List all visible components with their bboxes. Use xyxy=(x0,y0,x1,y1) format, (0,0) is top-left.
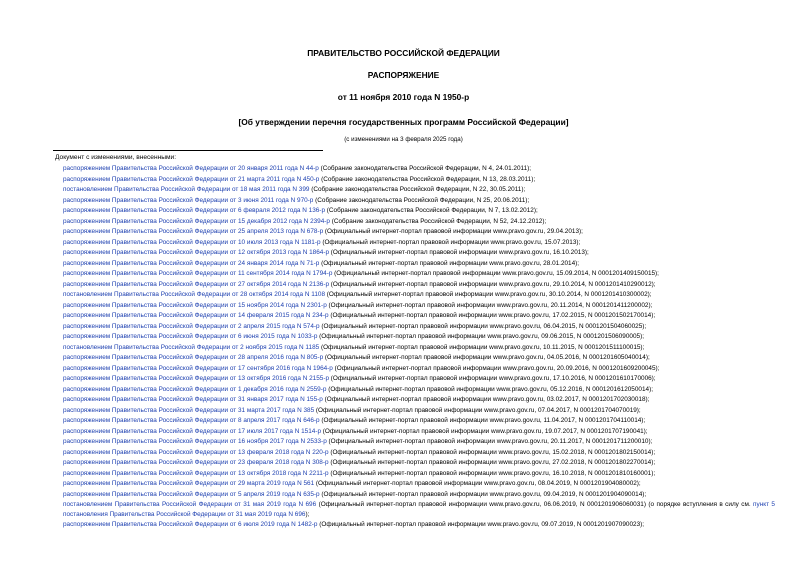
amendment-link[interactable]: распоряжением Правительства Российской Федерации от 28 апреля 2016 года N 805-р xyxy=(63,354,324,361)
amendment-link[interactable]: распоряжением Правительства Российской Федерации от 23 февраля 2018 года N 308-р xyxy=(63,459,329,466)
amendment-link[interactable]: распоряжением Правительства Российской Федерации от 6 июня 2015 года N 1033-р xyxy=(63,333,318,340)
change-item xyxy=(63,185,775,196)
amendment-link[interactable]: распоряжением Правительства Российской Федерации от 6 февраля 2012 года N 136-р xyxy=(63,207,325,214)
amendment-link[interactable]: распоряжением Правительства Российской Федерации от 25 апреля 2013 года N 678-р xyxy=(63,228,324,235)
publication-info: (Собрание законодательства Российской Федерации, N 52, 24.12.2012); xyxy=(329,217,547,225)
publication-info: (Официальный интернет-портал правовой информации www.pravo.gov.ru, 03.02.2017, N 0001201702030018); xyxy=(322,396,650,403)
change-item xyxy=(63,227,775,238)
amendment-link[interactable]: распоряжением Правительства Российской Федерации от 11 сентября 2014 года N 1794-р xyxy=(63,270,333,277)
publication-info: (Официальный интернет-портал правовой информации www.pravo.gov.ru, 15.07.2013); xyxy=(320,238,581,246)
change-item xyxy=(63,196,775,207)
publication-info: (Официальный интернет-портал правовой информации www.pravo.gov.ru, 20.11.2014, N 0001201411200002); xyxy=(326,301,653,309)
amendment-link[interactable]: распоряжением Правительства Российской Федерации от 14 февраля 2015 года N 234-р xyxy=(63,312,329,319)
amendment-link[interactable]: распоряжением Правительства Российской Федерации от 17 июля 2017 года N 1514-р xyxy=(63,427,322,435)
publication-info: (Собрание законодательства Российской Федерации, N 25, 20.06.2011); xyxy=(313,196,530,204)
publication-info: (Официальный интернет-портал правовой информации www.pravo.gov.ru, 28.01.2014); xyxy=(319,259,580,267)
amendment-link[interactable]: распоряжением Правительства Российской Федерации от 21 марта 2011 года N 450-р xyxy=(63,175,320,183)
publication-info: (Официальный интернет-портал правовой информации www.pravo.gov.ru, 27.02.2018, N 0001201802270014); xyxy=(328,459,656,466)
changes-list xyxy=(63,164,775,531)
change-item xyxy=(63,311,775,322)
publication-info: (Собрание законодательства Российской Федерации, N 13, 28.03.2011); xyxy=(319,175,536,183)
amendment-link[interactable]: распоряжением Правительства Российской Федерации от 29 марта 2019 года N 561 xyxy=(63,480,315,487)
change-item xyxy=(63,448,775,459)
amendment-link[interactable]: распоряжением Правительства Российской Федерации от 2 апреля 2015 года N 574-р xyxy=(63,322,320,330)
amendment-link[interactable]: постановлением Правительства Российской Федерации от 2 ноября 2015 года N 1185 xyxy=(63,343,320,351)
publication-info: (Официальный интернет-портал правовой информации www.pravo.gov.ru, 07.04.2017, N 0001201704070019); xyxy=(314,406,641,414)
publication-info: (Официальный интернет-портал правовой информации www.pravo.gov.ru, 09.04.2019, N 0001201904090014); xyxy=(319,490,647,498)
amendment-link[interactable]: распоряжением Правительства Российской Федерации от 24 января 2014 года N 71-р xyxy=(63,259,320,267)
amendment-link[interactable]: постановлением Правительства Российской Федерации от 28 октября 2014 года N 1108 xyxy=(63,291,325,298)
change-item xyxy=(63,353,775,364)
revision-note: (с изменениями на 3 февраля 2025 года) xyxy=(344,136,463,143)
amendment-link[interactable]: распоряжением Правительства Российской Федерации от 3 июня 2011 года N 970-р xyxy=(63,196,314,204)
change-item xyxy=(63,416,775,427)
clause-link[interactable]: пункт 5 постановления Правительства Российской Федерации от 31 мая 2019 года N 696 xyxy=(63,501,775,518)
effective-date-note: вступления в силу см. xyxy=(682,501,754,508)
change-item xyxy=(63,248,775,259)
amendment-link[interactable]: распоряжением Правительства Российской Федерации от 12 октября 2013 года N 1864-р xyxy=(63,249,330,256)
amendment-link[interactable]: распоряжением Правительства Российской Федерации от 15 декабря 2012 года N 2394-р xyxy=(63,217,330,225)
change-item xyxy=(63,520,775,531)
amendment-link[interactable]: распоряжением Правительства Российской Федерации от 8 апреля 2017 года N 646-р xyxy=(63,417,320,424)
change-item xyxy=(63,164,775,175)
publication-info: (Официальный интернет-портал правовой информации www.pravo.gov.ru, 29.10.2014, N 0001201410290012); xyxy=(329,280,656,288)
amendment-link[interactable]: распоряжением Правительства Российской Федерации от 13 февраля 2018 года N 220-р xyxy=(63,448,329,456)
publication-info: (Официальный интернет-портал правовой информации www.pravo.gov.ru, 17.10.2016, N 0001201610170006); xyxy=(329,375,656,382)
publication-info: (Официальный интернет-портал правовой информации www.pravo.gov.ru, 06.04.2015, N 0001201504060025); xyxy=(319,322,647,330)
publication-info: (Официальный интернет-портал правовой информации www.pravo.gov.ru, 06.06.2019, N 0001201906060031) (о порядке xyxy=(316,501,681,508)
change-item xyxy=(63,259,775,270)
change-item xyxy=(63,490,775,501)
change-item xyxy=(63,374,775,385)
change-item xyxy=(63,217,775,228)
change-item xyxy=(63,479,775,490)
publication-info: (Официальный интернет-портал правовой информации www.pravo.gov.ru, 05.12.2016, N 0001201612050014); xyxy=(326,385,653,393)
change-item xyxy=(63,343,775,354)
change-item xyxy=(63,269,775,280)
publication-info: (Официальный интернет-портал правовой информации www.pravo.gov.ru, 15.09.2014, N 0001201409150015); xyxy=(332,270,659,277)
change-item xyxy=(63,469,775,480)
publication-info: (Собрание законодательства Российской Федерации, N 4, 24.01.2011); xyxy=(318,165,532,172)
publication-info: (Собрание законодательства Российской Федерации, N 7, 13.02.2012); xyxy=(325,207,538,214)
amendment-link[interactable]: распоряжением Правительства Российской Федерации от 6 июля 2019 года N 1482-р xyxy=(63,521,318,528)
divider-line xyxy=(53,150,323,151)
amendment-link[interactable]: распоряжением Правительства Российской Федерации от 31 января 2017 года N 155-р xyxy=(63,396,323,403)
publication-info: (Официальный интернет-портал правовой информации www.pravo.gov.ru, 04.05.2016, N 0001201605040014); xyxy=(323,354,650,361)
document-type: РАСПОРЯЖЕНИЕ xyxy=(367,70,440,80)
publication-info: (Официальный интернет-портал правовой информации www.pravo.gov.ru, 17.02.2015, N 0001201502170014); xyxy=(328,312,656,319)
amendment-link[interactable]: распоряжением Правительства Российской Федерации от 17 сентября 2016 года N 1964-р xyxy=(63,364,333,372)
change-item xyxy=(63,385,775,396)
publication-info: (Официальный интернет-портал правовой информации www.pravo.gov.ru, 15.02.2018, N 0001201802150014); xyxy=(328,448,656,456)
change-item xyxy=(63,427,775,438)
amendment-link[interactable]: распоряжением Правительства Российской Федерации от 27 октября 2014 года N 2136-р xyxy=(63,280,330,288)
change-item xyxy=(63,437,775,448)
amendment-link[interactable]: распоряжением Правительства Российской Федерации от 13 октября 2016 года N 2155-р xyxy=(63,375,330,382)
amendment-link[interactable]: распоряжением Правительства Российской Федерации от 5 апреля 2019 года N 635-р xyxy=(63,490,320,498)
document-date-number: от 11 ноября 2010 года N 1950-р xyxy=(337,92,470,102)
change-item xyxy=(63,290,775,301)
amendment-link[interactable]: постановлением Правительства Российской Федерации от 31 мая 2019 года N 696 xyxy=(63,501,317,508)
publication-info: (Официальный интернет-портал правовой информации www.pravo.gov.ru, 30.10.2014, N 0001201410300002); xyxy=(325,291,652,298)
change-item xyxy=(63,301,775,312)
publication-info: (Официальный интернет-портал правовой информации www.pravo.gov.ru, 20.09.2016, N 0001201609200045); xyxy=(332,364,660,372)
publication-info: (Официальный интернет-портал правовой информации www.pravo.gov.ru, 20.11.2017, N 0001201711200010); xyxy=(326,438,653,445)
government-title: ПРАВИТЕЛЬСТВО РОССИЙСКОЙ ФЕДЕРАЦИИ xyxy=(307,48,500,58)
amendment-link[interactable]: распоряжением Правительства Российской Федерации от 13 октября 2018 года N 2211-р xyxy=(63,469,329,477)
amendment-link[interactable]: распоряжением Правительства Российской Федерации от 20 января 2011 года N 44-р xyxy=(63,165,319,172)
publication-info: (Официальный интернет-портал правовой информации www.pravo.gov.ru, 16.10.2018, N 0001201810160001); xyxy=(328,469,656,477)
change-item xyxy=(63,280,775,291)
amendment-link[interactable]: распоряжением Правительства Российской Федерации от 31 марта 2017 года N 385 xyxy=(63,406,315,414)
change-item xyxy=(63,406,775,417)
change-item xyxy=(63,322,775,333)
amendment-link[interactable]: распоряжением Правительства Российской Федерации от 15 ноября 2014 года N 2301-р xyxy=(63,301,327,309)
changes-intro: Документ с изменениями, внесенными: xyxy=(55,154,177,161)
change-item xyxy=(63,500,775,520)
amendment-link[interactable]: распоряжением Правительства Российской Федерации от 10 июля 2013 года N 1181-р xyxy=(63,238,321,246)
change-item xyxy=(63,332,775,343)
change-item xyxy=(63,206,775,217)
closing-punctuation: ); xyxy=(305,511,310,518)
amendment-link[interactable]: распоряжением Правительства Российской Федерации от 1 декабря 2016 года N 2559-р xyxy=(63,385,327,393)
publication-info: (Официальный интернет-портал правовой информации www.pravo.gov.ru, 29.04.2013); xyxy=(323,228,583,235)
publication-info: (Собрание законодательства Российской Федерации, N 22, 30.05.2011); xyxy=(309,186,526,193)
document-subject: [Об утверждении перечня государственных программ Российской Федерации] xyxy=(238,117,569,127)
publication-info: (Официальный интернет-портал правовой информации www.pravo.gov.ru, 19.07.2017, N 0001201707190041); xyxy=(321,427,648,435)
amendment-link[interactable]: постановлением Правительства Российской Федерации от 18 мая 2011 года N 399 xyxy=(63,186,310,193)
change-item xyxy=(63,395,775,406)
change-item xyxy=(63,364,775,375)
amendment-link[interactable]: распоряжением Правительства Российской Федерации от 16 ноября 2017 года N 2533-р xyxy=(63,438,327,445)
publication-info: (Официальный интернет-портал правовой информации www.pravo.gov.ru, 16.10.2013); xyxy=(329,249,589,256)
change-item xyxy=(63,175,775,186)
publication-info: (Официальный интернет-портал правовой информации www.pravo.gov.ru, 09.07.2019, N 0001201907090023); xyxy=(317,521,645,528)
publication-info: (Официальный интернет-портал правовой информации www.pravo.gov.ru, 11.04.2017, N 0001201704110014); xyxy=(319,417,646,424)
publication-info: (Официальный интернет-портал правовой информации www.pravo.gov.ru, 08.04.2019, N 0001201904080002); xyxy=(314,480,641,487)
publication-info: (Официальный интернет-портал правовой информации www.pravo.gov.ru, 09.06.2015, N 0001201506090005); xyxy=(317,333,644,340)
change-item xyxy=(63,238,775,249)
change-item xyxy=(63,458,775,469)
publication-info: (Официальный интернет-портал правовой информации www.pravo.gov.ru, 10.11.2015, N 0001201511100015); xyxy=(319,343,645,351)
